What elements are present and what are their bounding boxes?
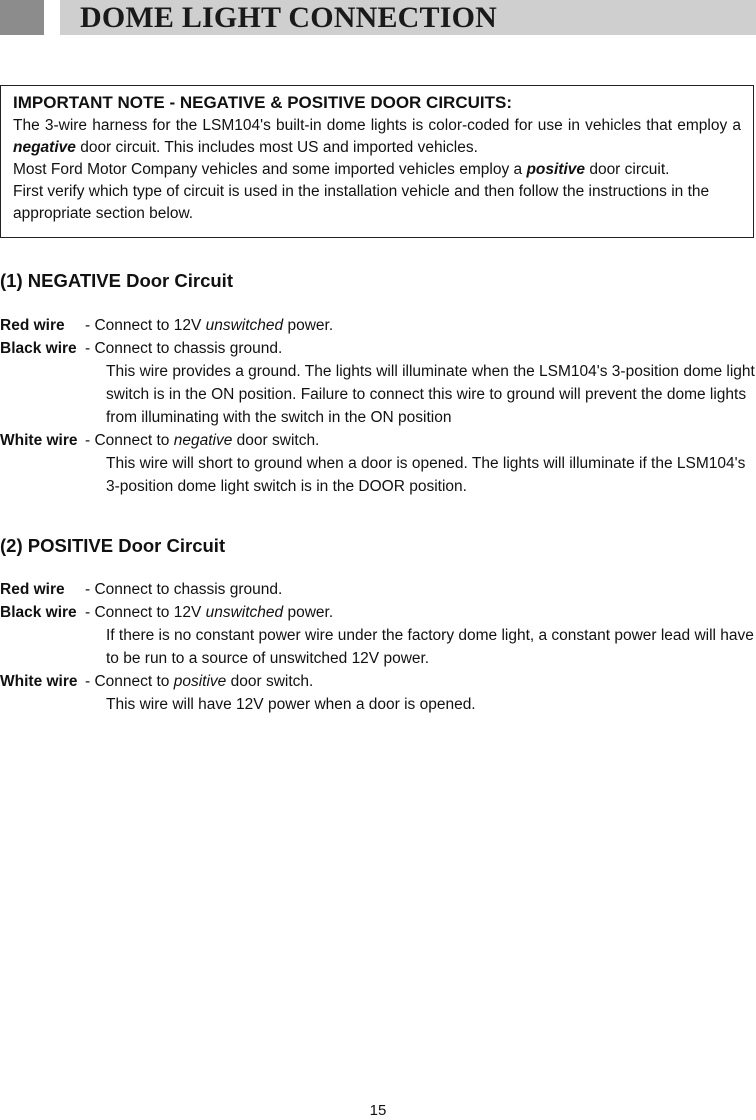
wire-instruction [85,578,755,601]
note-text: Most Ford Motor Company vehicles and some imported vehicles employ a [13,161,527,178]
wire-text: - Connect to 12V [85,317,206,334]
note-emphasis-positive: positive [526,161,586,178]
wire-text: door switch. [226,673,314,690]
wire-instruction [85,601,755,670]
wire-detail: If there is no constant power wire under the factory dome light, a constant power lead will have to be run to a source of unswitched 12V power. [106,627,754,667]
wire-instruction [85,314,755,337]
wire-detail: This wire will short to ground when a door is opened. The lights will illuminate if the LSM104's 3-position dome light switch is in the DOOR position. [106,455,746,495]
wire-detail: This wire provides a ground. The lights will illuminate when the LSM104's 3-position dome light switch is in the ON position. Failure to connect this wire to ground will prevent the dome lights from illuminating with the switch in the ON position [106,363,755,426]
wire-text: - Connect to chassis ground. [85,340,283,357]
wire-instruction [85,670,755,716]
wire-text: - Connect to [85,673,174,690]
page-number: 15 [369,1102,387,1119]
wire-instruction [85,337,755,429]
wire-label: Red wire [0,317,65,334]
note-text: door circuit. [585,161,670,178]
note-emphasis-negative: negative [13,139,76,156]
wire-text: - Connect to [85,432,174,449]
wire-label: Red wire [0,581,65,598]
wire-text: power. [283,317,334,334]
wire-instruction [85,429,755,498]
wire-emphasis: unswitched [205,317,284,334]
wire-label: White wire [0,432,78,449]
page-title: DOME LIGHT CONNECTION [80,1,498,34]
wire-text: - Connect to 12V [85,604,206,621]
wire-emphasis: positive [173,673,227,690]
note-paragraph-2 [13,159,741,181]
wire-label: White wire [0,673,78,690]
note-text: door circuit. This includes most US and imported vehicles. [75,139,478,156]
note-text: The 3-wire harness for the LSM104's built-in dome lights is color-coded for use in vehicles that employ a [13,117,741,134]
wire-emphasis: negative [173,432,233,449]
note-title: IMPORTANT NOTE - NEGATIVE & POSITIVE DOOR CIRCUITS: [13,93,512,112]
section-heading-negative: (1) NEGATIVE Door Circuit [0,270,233,291]
header-square-decoration [0,0,44,35]
note-paragraph-1 [13,115,741,159]
wire-label: Black wire [0,604,77,621]
wire-emphasis: unswitched [205,604,284,621]
section-heading-positive: (2) POSITIVE Door Circuit [0,535,226,556]
wire-text: power. [283,604,334,621]
note-paragraph-3: First verify which type of circuit is used in the installation vehicle and then follow the instructions in the appropriate section below. [13,183,710,222]
wire-label: Black wire [0,340,77,357]
wire-text: door switch. [232,432,320,449]
wire-detail: This wire will have 12V power when a door is opened. [106,696,476,713]
wire-text: - Connect to chassis ground. [85,581,283,598]
important-note-box [0,85,754,238]
